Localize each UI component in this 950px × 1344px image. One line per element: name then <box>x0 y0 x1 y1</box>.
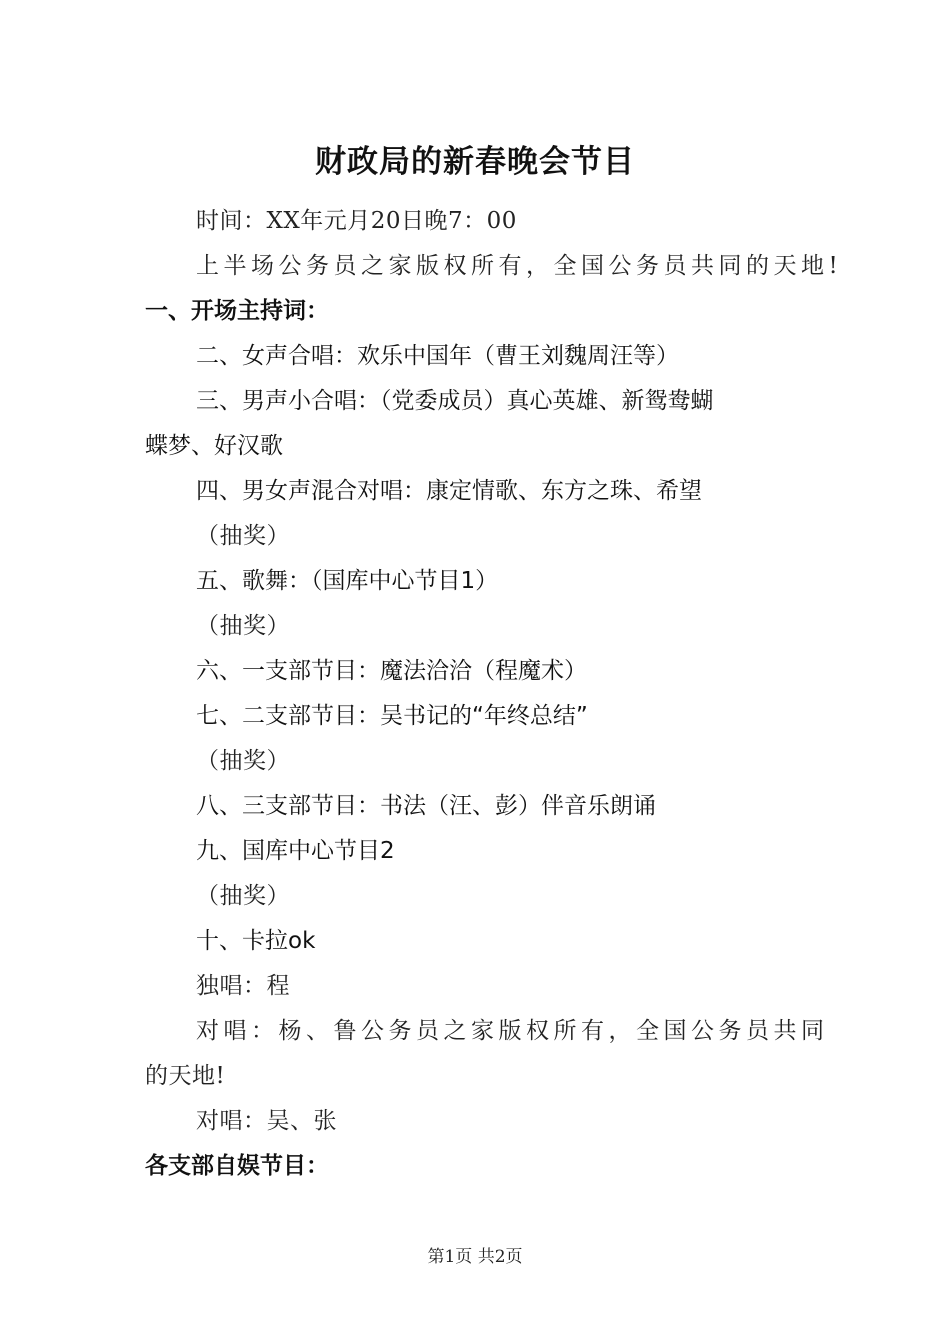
duet-performers-1-continued: 的天地! <box>145 1063 226 1089</box>
program-item-7: 七、二支部节目：吴书记的“年终总结” <box>196 703 588 729</box>
program-item-5: 五、歌舞：（国库中心节目1） <box>196 568 499 594</box>
event-time: 时间：XX年元月20日晚7：00 <box>196 208 517 234</box>
lottery-note: （抽奖） <box>196 523 290 549</box>
duet-performers-2: 对唱：吴、张 <box>196 1108 337 1134</box>
program-item-8: 八、三支部节目：书法（汪、彭）伴音乐朗诵 <box>196 793 656 819</box>
lottery-note: （抽奖） <box>196 613 290 639</box>
program-item-3-continued: 蝶梦、好汉歌 <box>145 433 283 459</box>
lottery-note: （抽奖） <box>196 883 290 909</box>
program-item-2: 二、女声合唱：欢乐中国年（曹王刘魏周汪等） <box>196 343 679 369</box>
program-item-4: 四、男女声混合对唱：康定情歌、东方之珠、希望 <box>196 478 702 504</box>
solo-performer: 独唱：程 <box>196 973 290 999</box>
lottery-note: （抽奖） <box>196 748 290 774</box>
intro-note: 上半场公务员之家版权所有，全国公务员共同的天地! <box>196 253 843 279</box>
program-item-3: 三、男声小合唱：（党委成员）真心英雄、新鸳鸯蝴 <box>196 388 714 414</box>
section-heading-opening: 一、开场主持词： <box>145 298 329 324</box>
program-item-9: 九、国库中心节目2 <box>196 838 395 864</box>
program-item-10: 十、卡拉ok <box>196 928 316 954</box>
duet-performers-1: 对唱：杨、鲁公务员之家版权所有，全国公务员共同 <box>196 1018 829 1044</box>
page-footer: 第1页 共2页 <box>427 1247 523 1267</box>
document-title: 财政局的新春晚会节目 <box>315 144 635 180</box>
program-item-6: 六、一支部节目：魔法洽洽（程魔术） <box>196 658 587 684</box>
section-heading-branch-programs: 各支部自娱节目： <box>145 1153 329 1179</box>
